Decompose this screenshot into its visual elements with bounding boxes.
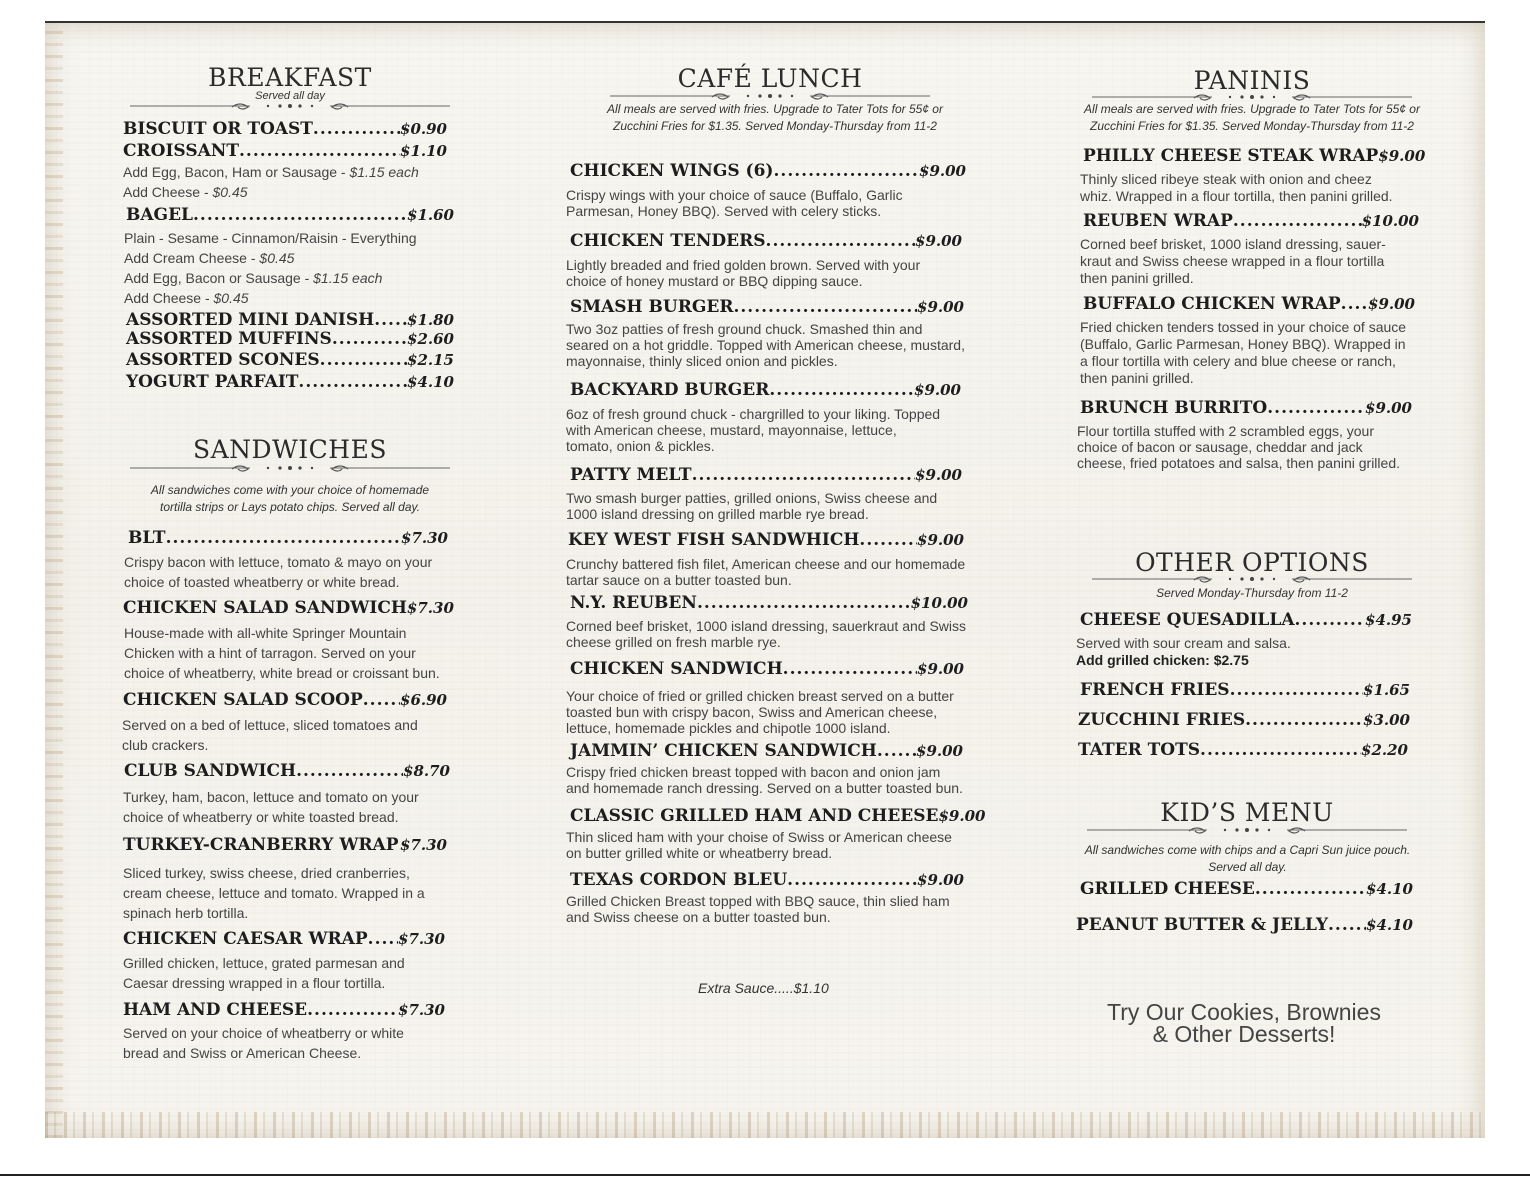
- paninis-title: PANINIS: [1193, 66, 1311, 95]
- item-name: CHICKEN SALAD SANDWICH: [123, 598, 407, 618]
- item-price: $9.00: [1378, 147, 1426, 165]
- menu-item-muffins: [126, 329, 454, 349]
- item-description: Crispy fried chicken breast topped with bacon and onion jam and homemade ranch dressing. Served on a butter toasted bun.: [566, 764, 963, 796]
- item-name: GRILLED CHEESE: [1080, 879, 1255, 899]
- item-name: BUFFALO CHICKEN WRAP: [1083, 294, 1341, 314]
- leader-dots: [374, 310, 407, 330]
- item-price: $8.70: [403, 762, 450, 780]
- item-price: $1.80: [407, 311, 454, 329]
- leader-dots: [769, 380, 914, 400]
- item-description: Turkey, ham, bacon, lettuce and tomato on your choice of wheatberry or white toasted bread.: [123, 789, 419, 825]
- menu-item-scones: [126, 350, 454, 370]
- cafe-lunch-note: All meals are served with fries. Upgrade to Tater Tots for 55¢ or Zucchini Fries for $1.35. Served Monday-Thursday from 11-2: [607, 102, 943, 133]
- item-name: N.Y. REUBEN: [570, 593, 697, 613]
- menu-item-chicken-salad-scoop: [123, 690, 447, 710]
- item-description: Crispy wings with your choice of sauce (Buffalo, Garlic Parmesan, Honey BBQ). Served with celery sticks.: [566, 187, 903, 219]
- menu-item-brunch-burrito: [1080, 398, 1412, 418]
- item-name: KEY WEST FISH SANDWHICH: [568, 530, 860, 550]
- item-name: CHICKEN CAESAR WRAP: [123, 929, 368, 949]
- item-name: CHICKEN TENDERS: [570, 231, 766, 251]
- menu-item-chicken-wings: [570, 161, 966, 181]
- menu-board: [45, 23, 1485, 1138]
- menu-item-ny-reuben: [570, 593, 968, 613]
- item-name: CLASSIC GRILLED HAM AND CHEESE: [570, 806, 939, 826]
- leader-dots: [1230, 680, 1363, 700]
- item-description: House-made with all-white Springer Mountain Chicken with a hint of tarragon. Served on your choice of wheatberry, white bread or croissant bun.: [124, 625, 440, 681]
- leader-dots: [859, 530, 917, 550]
- addon-line: Add Egg, Bacon or Sausage - $1.15 each: [124, 270, 383, 286]
- menu-item-tater-tots: [1078, 740, 1408, 760]
- addon-line: Add Cheese - $0.45: [123, 184, 248, 200]
- leader-dots: [332, 329, 407, 349]
- leader-dots: [787, 870, 917, 890]
- item-description: Served on your choice of wheatberry or white bread and Swiss or American Cheese.: [123, 1025, 404, 1061]
- item-name: TURKEY-CRANBERRY WRAP: [123, 835, 399, 855]
- item-name: TATER TOTS: [1078, 740, 1201, 760]
- other-options-note: Served Monday-Thursday from 11-2: [1156, 586, 1348, 600]
- item-price: $2.60: [407, 330, 454, 348]
- item-name: BAGEL: [126, 205, 193, 225]
- menu-item-jammin-chicken-sandwich: [570, 741, 963, 761]
- item-description: 6oz of fresh ground chuck - chargrilled to your liking. Topped with American cheese, mustard, mayonnaise, lettuce, tomato, onion & pickles.: [566, 406, 941, 454]
- item-name: REUBEN WRAP: [1083, 211, 1233, 231]
- leader-dots: [296, 761, 403, 781]
- item-price: $7.30: [398, 1001, 445, 1019]
- menu-item-biscuit-or-toast: [123, 119, 447, 139]
- menu-item-patty-melt: [570, 465, 962, 485]
- item-price: $9.00: [915, 466, 962, 484]
- item-description: Crunchy battered fish filet, American cheese and our homemade tartar sauce on a butter toasted bun.: [566, 556, 966, 588]
- item-price: $9.00: [917, 871, 964, 889]
- divider-ornament: [130, 99, 450, 113]
- menu-item-zucchini-fries: [1078, 710, 1410, 730]
- item-name: ASSORTED MUFFINS: [126, 329, 332, 349]
- item-description: Two smash burger patties, grilled onions, Swiss cheese and 1000 island dressing on grilled marble rye bread.: [566, 490, 938, 522]
- kids-menu-note: All sandwiches come with chips and a Capri Sun juice pouch. Served all day.: [1084, 843, 1411, 874]
- item-name: BLT: [128, 528, 166, 548]
- item-name: TEXAS CORDON BLEU: [570, 870, 788, 890]
- item-price: $9.00: [917, 660, 964, 678]
- item-name: CHICKEN WINGS (6): [570, 161, 774, 181]
- item-price: $9.00: [914, 381, 961, 399]
- menu-item-texas-cordon-bleu: [570, 870, 964, 890]
- menu-item-classic-grilled-ham-and-cheese: [570, 806, 986, 826]
- kids-menu-title: KID’S MENU: [1160, 798, 1334, 827]
- item-price: $4.10: [1366, 916, 1413, 934]
- item-description: Two 3oz patties of fresh ground chuck. Smashed thin and seared on a hot griddle. Topped with American cheese, mustard, mayonnaise, thinly sliced onion and pickles.: [566, 321, 965, 369]
- item-name: CHEESE QUESADILLA: [1080, 610, 1295, 630]
- menu-item-bagel: [126, 205, 454, 225]
- item-name: CROISSANT: [123, 141, 239, 161]
- item-price: $4.95: [1365, 611, 1412, 629]
- leader-dots: [773, 161, 919, 181]
- menu-item-yogurt-parfait: [126, 372, 454, 392]
- leader-dots: [783, 659, 917, 679]
- item-price: $9.00: [1365, 399, 1412, 417]
- item-name: HAM AND CHEESE: [123, 1000, 308, 1020]
- item-price: $1.60: [407, 206, 454, 224]
- dessert-promo: Try Our Cookies, Brownies & Other Desserts!: [1107, 999, 1381, 1047]
- item-price: $9.00: [917, 298, 964, 316]
- item-name: PEANUT BUTTER & JELLY: [1076, 915, 1328, 935]
- leader-dots: [1245, 710, 1363, 730]
- item-description: Crispy bacon with lettuce, tomato & mayo on your choice of toasted wheatberry or white bread.: [124, 554, 433, 590]
- item-price: $9.00: [919, 162, 966, 180]
- leader-dots: [320, 350, 407, 370]
- menu-item-philly-cheese-steak-wrap: [1083, 146, 1426, 166]
- sandwiches-title: SANDWICHES: [193, 435, 387, 464]
- leader-dots: [1267, 398, 1365, 418]
- item-name: PHILLY CHEESE STEAK WRAP: [1083, 146, 1379, 166]
- item-description: Flour tortilla stuffed with 2 scrambled eggs, your choice of bacon or sausage, cheddar and jack cheese, fried potatoes and salsa, then panini grilled.: [1077, 423, 1400, 471]
- menu-item-ham-and-cheese: [123, 1000, 445, 1020]
- croissant-addons: [123, 162, 453, 202]
- item-name: BRUNCH BURRITO: [1080, 398, 1268, 418]
- menu-item-key-west-fish-sandwhich: [568, 530, 964, 550]
- quesadilla-addon: Add grilled chicken: $2.75: [1076, 652, 1249, 668]
- item-price: $9.00: [1368, 295, 1415, 313]
- item-name: CHICKEN SALAD SCOOP: [123, 690, 363, 710]
- breakfast-title: BREAKFAST: [208, 63, 372, 92]
- item-description: Thinly sliced ribeye steak with onion and cheez whiz. Wrapped in a flour tortilla, then panini grilled.: [1080, 171, 1393, 204]
- menu-item-turkey-cranberry-wrap: [123, 835, 447, 855]
- leader-dots: [1255, 879, 1366, 899]
- menu-item-chicken-caesar-wrap: [123, 929, 445, 949]
- bagel-flavors: Plain - Sesame - Cinnamon/Raisin - Everything: [124, 230, 417, 246]
- menu-item-mini-danish: [126, 310, 454, 330]
- menu-item-peanut-butter-and-jelly: [1076, 915, 1413, 935]
- item-price: $0.90: [400, 120, 447, 138]
- item-price: $9.00: [938, 807, 986, 825]
- leader-dots: [298, 372, 407, 392]
- menu-item-chicken-salad-sandwich: [123, 598, 454, 618]
- divider-ornament: [1092, 572, 1412, 586]
- leader-dots: [166, 528, 401, 548]
- item-price: $9.00: [916, 742, 963, 760]
- item-price: $9.00: [915, 232, 962, 250]
- leader-dots: [1200, 740, 1361, 760]
- menu-item-croissant: [123, 141, 447, 161]
- item-description: Served on a bed of lettuce, sliced tomatoes and club crackers.: [122, 717, 418, 753]
- leader-dots: [193, 205, 407, 225]
- other-options-title: OTHER OPTIONS: [1135, 548, 1369, 577]
- quesadilla-description: Served with sour cream and salsa. Add grilled chicken: $2.75: [1076, 635, 1291, 668]
- item-description: Grilled chicken, lettuce, grated parmesan and Caesar dressing wrapped in a flour tortilla.: [123, 955, 405, 991]
- item-name: BISCUIT OR TOAST: [123, 119, 313, 139]
- item-price: $6.90: [400, 691, 447, 709]
- item-name: CHICKEN SANDWICH: [570, 659, 783, 679]
- item-name: ASSORTED MINI DANISH: [126, 310, 375, 330]
- leader-dots: [307, 1000, 398, 1020]
- divider-ornament: [1087, 823, 1407, 837]
- cafe-lunch-title: CAFÉ LUNCH: [677, 64, 863, 93]
- leader-dots: [733, 297, 917, 317]
- item-price: $4.10: [1366, 880, 1413, 898]
- leader-dots: [766, 231, 915, 251]
- leader-dots: [697, 593, 911, 613]
- leader-dots: [1328, 915, 1366, 935]
- item-description: Corned beef brisket, 1000 island dressing, sauer- kraut and Swiss cheese wrapped in a flour tortilla then panini grilled.: [1080, 236, 1386, 286]
- leader-dots: [239, 141, 400, 161]
- menu-item-reuben-wrap: [1083, 211, 1419, 231]
- menu-item-club-sandwich: [124, 761, 450, 781]
- item-description: Your choice of fried or grilled chicken breast served on a butter toasted bun with crispy bacon, Swiss and American cheese, lettuce, homemade pickles and chipotle 1000 island.: [566, 688, 954, 736]
- item-name: SMASH BURGER: [570, 297, 734, 317]
- item-price: $10.00: [910, 594, 968, 612]
- menu-item-backyard-burger: [570, 380, 961, 400]
- menu-item-buffalo-chicken-wrap: [1083, 294, 1415, 314]
- addon-line: Add Cheese - $0.45: [124, 290, 249, 306]
- item-price: $2.20: [1361, 741, 1408, 759]
- item-description: Sliced turkey, swiss cheese, dried cranberries, cream cheese, lettuce and tomato. Wrapped in a spinach herb tortilla.: [123, 865, 425, 921]
- item-price: $1.65: [1363, 681, 1410, 699]
- leader-dots: [363, 690, 400, 710]
- item-price: $7.30: [406, 599, 454, 617]
- menu-item-blt: [128, 528, 448, 548]
- menu-item-grilled-cheese: [1080, 879, 1413, 899]
- item-description: Thin sliced ham with your choise of Swiss or American cheese on butter grilled white or wheatberry bread.: [566, 829, 952, 861]
- item-name: ASSORTED SCONES: [126, 350, 320, 370]
- leader-dots: [1341, 294, 1368, 314]
- item-price: $9.00: [917, 531, 964, 549]
- item-name: PATTY MELT: [570, 465, 692, 485]
- leader-dots: [692, 465, 915, 485]
- leader-dots: [1295, 610, 1366, 630]
- item-description: Fried chicken tenders tossed in your choice of sauce (Buffalo, Garlic Parmesan, Honey BBQ). Wrapped in a flour tortilla with celery and blue cheese or ranch, then panini grilled.: [1080, 319, 1407, 386]
- menu-item-cheese-quesadilla: [1080, 610, 1412, 630]
- leader-dots: [313, 119, 400, 139]
- paninis-note: All meals are served with fries. Upgrade to Tater Tots for 55¢ or Zucchini Fries for $1.35. Served Monday-Thursday from 11-2: [1084, 102, 1420, 133]
- item-name: CLUB SANDWICH: [124, 761, 297, 781]
- leader-dots: [877, 741, 916, 761]
- item-description: Grilled Chicken Breast topped with BBQ sauce, thin slied ham and Swiss cheese on a butter toasted bun.: [566, 893, 950, 925]
- bottom-border: [0, 1174, 1530, 1176]
- leader-dots: [368, 929, 398, 949]
- item-price: $10.00: [1361, 212, 1419, 230]
- menu-item-french-fries: [1080, 680, 1410, 700]
- menu-item-chicken-tenders: [570, 231, 962, 251]
- item-price: $2.15: [407, 351, 454, 369]
- divider-ornament: [130, 461, 450, 475]
- item-description: Lightly breaded and fried golden brown. Served with your choice of honey mustard or BBQ dipping sauce.: [566, 257, 921, 289]
- item-name: BACKYARD BURGER: [570, 380, 770, 400]
- item-name: YOGURT PARFAIT: [126, 372, 299, 392]
- leader-dots: [1233, 211, 1362, 231]
- item-name: FRENCH FRIES: [1080, 680, 1230, 700]
- item-description: Corned beef brisket, 1000 island dressing, sauerkraut and Swiss cheese grilled on fresh marble rye.: [566, 618, 966, 650]
- item-price: $7.30: [400, 836, 447, 854]
- item-price: $3.00: [1363, 711, 1410, 729]
- breakfast-note: Served all day: [255, 90, 325, 102]
- item-name: ZUCCHINI FRIES: [1078, 710, 1246, 730]
- menu-item-chicken-sandwich: [570, 659, 964, 679]
- sandwiches-note: All sandwiches come with your choice of homemade tortilla strips or Lays potato chips. Served all day.: [150, 483, 430, 514]
- extra-sauce: Extra Sauce.....$1.10: [698, 980, 829, 996]
- item-price: $1.10: [400, 142, 447, 160]
- addon-line: Add Cream Cheese - $0.45: [124, 250, 295, 266]
- item-price: $7.30: [401, 529, 448, 547]
- bagel-options: [124, 228, 454, 308]
- menu-item-smash-burger: [570, 297, 964, 317]
- addon-line: Add Egg, Bacon, Ham or Sausage - $1.15 each: [123, 164, 419, 180]
- item-name: JAMMIN’ CHICKEN SANDWICH: [570, 741, 877, 761]
- item-price: $7.30: [398, 930, 445, 948]
- item-price: $4.10: [407, 373, 454, 391]
